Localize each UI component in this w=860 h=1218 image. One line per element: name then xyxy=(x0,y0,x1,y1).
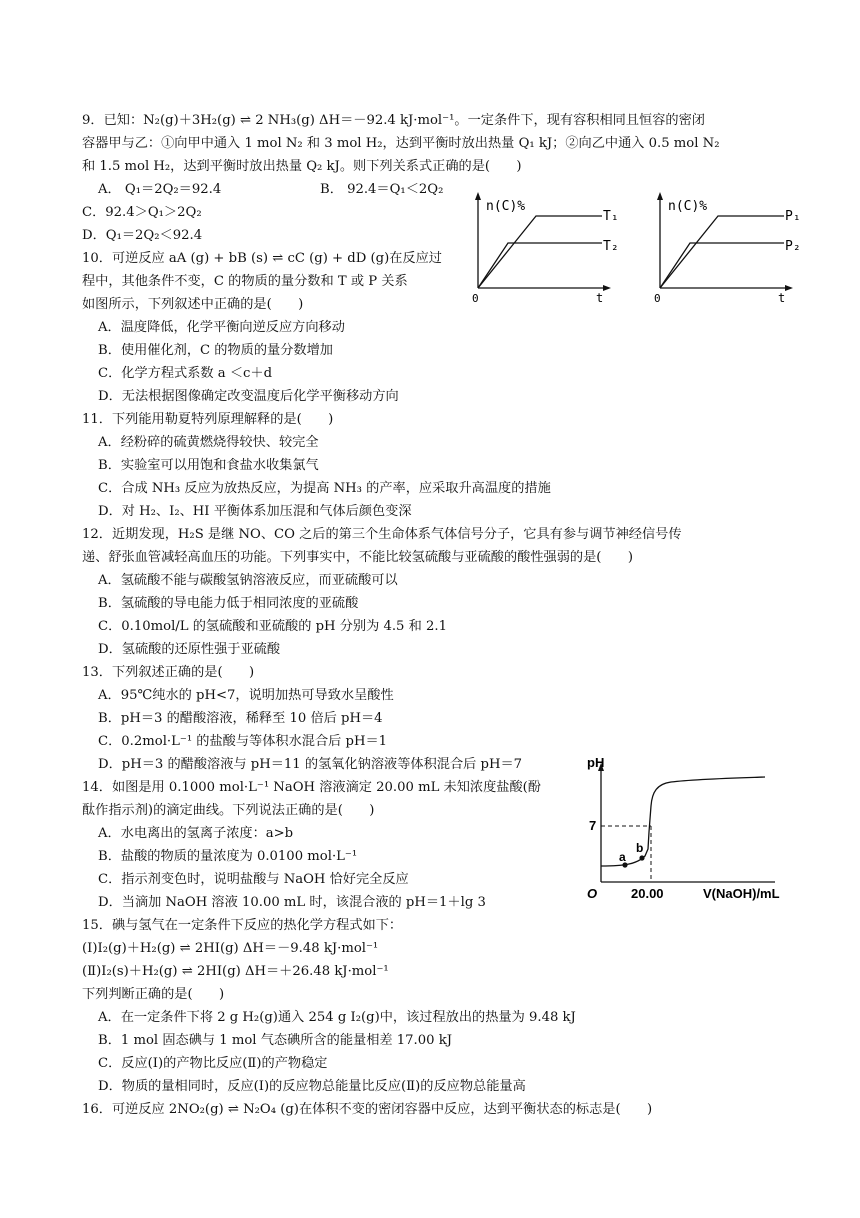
q15-option-c: C．反应(Ⅰ)的产物比反应(Ⅱ)的产物稳定 xyxy=(98,1056,328,1071)
q11-option-c: C．合成 NH₃ 反应为放热反应，为提高 NH₃ 的产率，应采取升高温度的措施 xyxy=(98,481,551,496)
q15-prompt: 下列判断正确的是( ) xyxy=(82,987,225,1002)
q14-option-c: C．指示剂变色时，说明盐酸与 NaOH 恰好完全反应 xyxy=(98,872,409,887)
q14-ylabel: pH xyxy=(587,755,605,770)
q12-option-c: C．0.10mol/L 的氢硫酸和亚硫酸的 pH 分别为 4.5 和 2.1 xyxy=(98,619,447,634)
q10-stem-line3: 如图所示，下列叙述中正确的是( ) xyxy=(82,297,304,312)
q15-option-d: D．物质的量相同时，反应(Ⅰ)的反应物总能量比反应(Ⅱ)的反应物总能量高 xyxy=(98,1079,526,1094)
q13-option-d: D．pH＝3 的醋酸溶液与 pH＝11 的氢氧化钠溶液等体积混合后 pH＝7 xyxy=(98,757,523,772)
q10-option-c: C．化学方程式系数 a ＜c＋d xyxy=(98,366,273,381)
q13-option-b: B．pH＝3 的醋酸溶液，稀释至 10 倍后 pH＝4 xyxy=(98,711,383,726)
q14-label-b: b xyxy=(636,841,644,855)
q10-g2-label-p1: P₁ xyxy=(785,209,801,224)
q15-stem: 15．碘与氢气在一定条件下反应的热化学方程式如下： xyxy=(82,918,403,933)
q10-g1-label-t2: T₂ xyxy=(603,239,619,254)
q11-stem: 11．下列能用勒夏特列原理解释的是( ) xyxy=(82,412,334,427)
q12-stem-line1: 12．近期发现，H₂S 是继 NO、CO 之后的第三个生命体系气体信号分子，它具有参与调节神经信号传 xyxy=(82,527,682,542)
q13-option-c: C．0.2mol·L⁻¹ 的盐酸与等体积水混合后 pH＝1 xyxy=(98,734,388,749)
q10-g1-origin: 0 xyxy=(472,292,479,305)
q10-option-d: D．无法根据图像确定改变温度后化学平衡移动方向 xyxy=(98,389,399,404)
q16-stem: 16．可逆反应 2NO₂(g) ⇌ N₂O₄ (g)在体积不变的密闭容器中反应，达到平衡状态的标志是( ) xyxy=(82,1102,653,1117)
q9-option-c: C．92.4＞Q₁＞2Q₂ xyxy=(82,205,202,220)
q14-option-a: A．水电离出的氢离子浓度：a>b xyxy=(98,826,294,841)
q9-option-a: A． Q₁＝2Q₂＝92.4 xyxy=(98,182,222,197)
q11-option-b: B．实验室可以用饱和食盐水收集氯气 xyxy=(98,458,319,473)
q9-option-d: D．Q₁＝2Q₂＜92.4 xyxy=(82,228,203,243)
q11-option-d: D．对 H₂、I₂、HI 平衡体系加压混和气体后颜色变深 xyxy=(98,504,412,519)
q12-option-a: A．氢硫酸不能与碳酸氢钠溶液反应，而亚硫酸可以 xyxy=(98,573,398,588)
q15-option-b: B．1 mol 固态碘与 1 mol 气态碘所含的能量相差 17.00 kJ xyxy=(98,1033,452,1048)
q14-origin: O xyxy=(587,886,598,901)
q14-xmark: 20.00 xyxy=(631,886,664,901)
q10-g2-label-p2: P₂ xyxy=(785,239,801,254)
q10-stem-line2: 程中，其他条件不变，C 的物质的量分数和 T 或 P 关系 xyxy=(82,274,408,289)
q10-g1-label-t1: T₁ xyxy=(603,209,619,224)
q10-g1-curve-t1 xyxy=(478,216,602,288)
q14-option-d: D．当滴加 NaOH 溶液 10.00 mL 时，该混合液的 pH＝1＋lg 3 xyxy=(98,895,486,910)
q14-point-b xyxy=(639,855,644,860)
q10-option-b: B．使用催化剂，C 的物质的量分数增加 xyxy=(98,343,333,358)
q9-stem-line2: 容器甲与乙：①向甲中通入 1 mol N₂ 和 3 mol H₂，达到平衡时放出热量 Q₁ kJ；②向乙中通入 0.5 mol N₂ xyxy=(82,136,720,151)
q10-g2-ylabel: n(C)% xyxy=(668,199,708,214)
q15-equation-2: (Ⅱ)I₂(s)＋H₂(g) ⇌ 2HI(g) ΔH＝＋26.48 kJ·mol⁻¹ xyxy=(82,964,389,979)
q9-option-b: B． 92.4＝Q₁＜2Q₂ xyxy=(320,182,444,197)
q14-option-b: B．盐酸的物质的量浓度为 0.0100 mol·L⁻¹ xyxy=(98,849,358,864)
q14-mark-7: 7 xyxy=(589,818,597,833)
q12-option-b: B．氢硫酸的导电能力低于相同浓度的亚硫酸 xyxy=(98,596,359,611)
q15-option-a: A．在一定条件下将 2 g H₂(g)通入 254 g I₂(g)中，该过程放出的热量为 9.48 kJ xyxy=(98,1010,576,1025)
q9-stem-line3: 和 1.5 mol H₂，达到平衡时放出热量 Q₂ kJ。则下列关系式正确的是( ) xyxy=(82,159,522,174)
q14-stem-line1: 14．如图是用 0.1000 mol·L⁻¹ NaOH 溶液滴定 20.00 mL 未知浓度盐酸(酚 xyxy=(82,780,541,795)
q14-xlabel: V(NaOH)/mL xyxy=(703,886,780,901)
q10-g2-curve-p1 xyxy=(660,216,784,288)
q10-g2-xlabel: t xyxy=(778,291,786,305)
q11-option-a: A．经粉碎的硫黄燃烧得较快、较完全 xyxy=(98,435,319,450)
q10-option-a: A．温度降低，化学平衡向逆反应方向移动 xyxy=(98,320,345,335)
q13-option-a: A．95℃纯水的 pH<7，说明加热可导致水呈酸性 xyxy=(98,688,394,703)
q10-g1-ylabel: n(C)% xyxy=(486,199,526,214)
q9-stem-line1: 9．已知：N₂(g)＋3H₂(g) ⇌ 2 NH₃(g) ΔH＝－92.4 kJ·mol⁻¹。一定条件下，现有容积相同且恒容的密闭 xyxy=(82,113,705,128)
q10-g1-xlabel: t xyxy=(596,291,604,305)
q14-stem-line2: 酞作指示剂)的滴定曲线。下列说法正确的是( ) xyxy=(82,803,375,818)
q10-g2-origin: 0 xyxy=(654,292,661,305)
q12-option-d: D．氢硫酸的还原性强于亚硫酸 xyxy=(98,642,281,657)
q14-label-a: a xyxy=(619,850,626,864)
q10-graph-pressure xyxy=(648,188,801,306)
q10-stem-line1: 10．可逆反应 aA (g) + bB (s) ⇌ cC (g) + dD (g)在反应过 xyxy=(82,251,442,266)
q10-graph-temperature xyxy=(466,188,619,306)
q13-stem: 13．下列叙述正确的是( ) xyxy=(82,665,255,680)
q14-titration-graph xyxy=(585,754,785,904)
q12-stem-line2: 递、舒张血管减轻高血压的功能。下列事实中，不能比较氢硫酸与亚硫酸的酸性强弱的是( ) xyxy=(82,550,633,565)
q15-equation-1: (Ⅰ)I₂(g)＋H₂(g) ⇌ 2HI(g) ΔH＝－9.48 kJ·mol⁻¹ xyxy=(82,941,379,956)
